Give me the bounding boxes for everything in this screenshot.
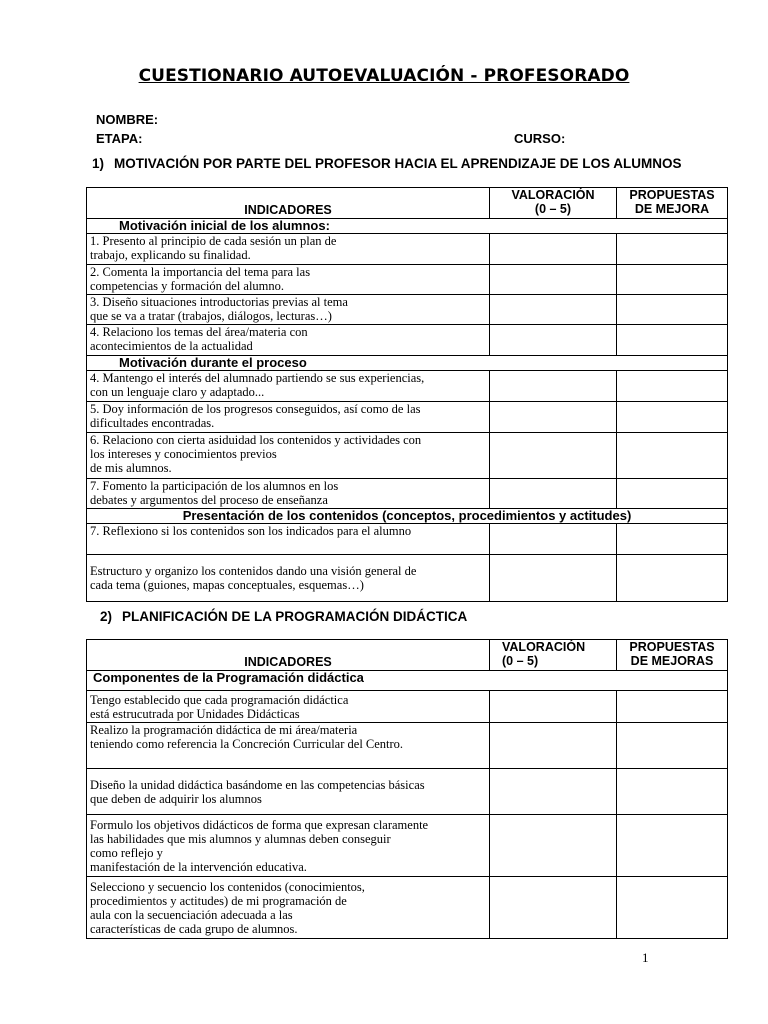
valoracion-cell[interactable] — [490, 691, 617, 723]
table-row — [87, 433, 728, 479]
group-row — [87, 509, 728, 524]
group-row — [87, 671, 728, 691]
section-2-heading — [100, 609, 467, 624]
valoracion-cell[interactable] — [490, 524, 617, 555]
propuestas-header: PROPUESTAS DE MEJORA — [617, 188, 728, 219]
propuestas-cell[interactable] — [617, 402, 728, 433]
indicator-cell: Estructuro y organizo los contenidos dando una visión general de cada tema (guiones, mapas conceptuales, esquemas…) — [87, 555, 490, 602]
propuestas-cell[interactable] — [617, 815, 728, 877]
propuestas-cell[interactable] — [617, 555, 728, 602]
indicadores-header: INDICADORES — [87, 188, 490, 219]
group-title: Motivación inicial de los alumnos: — [87, 219, 728, 234]
page-title: CUESTIONARIO AUTOEVALUACIÓN - PROFESORADO — [138, 66, 630, 86]
indicator-cell: 1. Presento al principio de cada sesión un plan de trabajo, explicando su finalidad. — [87, 234, 490, 265]
propuestas-cell[interactable] — [617, 769, 728, 815]
propuestas-cell[interactable] — [617, 479, 728, 509]
group-title: Presentación de los contenidos (conceptos, procedimientos y actitudes) — [87, 509, 728, 524]
table-row — [87, 265, 728, 295]
indicator-cell: Selecciono y secuencio los contenidos (conocimientos, procedimientos y actitudes) de mi programación de aula con la secuenciación adecuada a las características de cada grupo de alumnos. — [87, 877, 490, 939]
section-1-heading — [92, 156, 682, 171]
valoracion-cell[interactable] — [490, 295, 617, 325]
propuestas-cell[interactable] — [617, 234, 728, 265]
valoracion-cell[interactable] — [490, 479, 617, 509]
valoracion-cell[interactable] — [490, 723, 617, 769]
page-number: 1 — [642, 950, 649, 965]
propuestas-cell[interactable] — [617, 691, 728, 723]
group-row — [87, 356, 728, 371]
etapa-label: ETAPA: — [96, 131, 143, 146]
section-2-number: 2) — [100, 609, 113, 624]
section-2-title: PLANIFICACIÓN DE LA PROGRAMACIÓN DIDÁCTICA — [122, 609, 468, 624]
indicator-cell: 7. Reflexiono si los contenidos son los indicados para el alumno — [87, 524, 490, 555]
valoracion-cell[interactable] — [490, 325, 617, 356]
indicator-cell: 4. Relaciono los temas del área/materia con acontecimientos de la actualidad — [87, 325, 490, 356]
indicator-cell: 3. Diseño situaciones introductorias previas al tema que se va a tratar (trabajos, diálogos, lecturas…) — [87, 295, 490, 325]
indicator-cell: 4. Mantengo el interés del alumnado partiendo se sus experiencias, con un lenguaje claro y adaptado... — [87, 371, 490, 402]
table-header-row — [87, 640, 728, 671]
valoracion-cell[interactable] — [490, 371, 617, 402]
indicator-cell: 5. Doy información de los progresos conseguidos, así como de las dificultades encontradas. — [87, 402, 490, 433]
indicator-cell: Realizo la programación didáctica de mi área/materia teniendo como referencia la Concreción Curricular del Centro. — [87, 723, 490, 769]
propuestas-cell[interactable] — [617, 295, 728, 325]
table-row — [87, 555, 728, 602]
indicator-cell: Tengo establecido que cada programación didáctica está estrucutrada por Unidades Didácticas — [87, 691, 490, 723]
propuestas-cell[interactable] — [617, 524, 728, 555]
indicator-cell: 6. Relaciono con cierta asiduidad los contenidos y actividades con los intereses y conocimientos previos de mis alumnos. — [87, 433, 490, 479]
group-title: Motivación durante el proceso — [87, 356, 728, 371]
table-row — [87, 769, 728, 815]
valoracion-cell[interactable] — [490, 234, 617, 265]
table-row — [87, 524, 728, 555]
propuestas-cell[interactable] — [617, 371, 728, 402]
valoracion-cell[interactable] — [490, 877, 617, 939]
table-row — [87, 325, 728, 356]
indicator-cell: 2. Comenta la importancia del tema para las competencias y formación del alumno. — [87, 265, 490, 295]
table-row — [87, 877, 728, 939]
table-row — [87, 479, 728, 509]
valoracion-cell[interactable] — [490, 265, 617, 295]
nombre-label: NOMBRE: — [96, 112, 159, 127]
propuestas-header: PROPUESTAS DE MEJORAS — [617, 640, 728, 671]
group-title: Componentes de la Programación didáctica — [87, 671, 728, 691]
table-header-row — [87, 188, 728, 219]
valoracion-cell[interactable] — [490, 402, 617, 433]
table-row — [87, 691, 728, 723]
valoracion-cell[interactable] — [490, 769, 617, 815]
propuestas-cell[interactable] — [617, 325, 728, 356]
indicator-cell: Diseño la unidad didáctica basándome en las competencias básicas que deben de adquirir los alumnos — [87, 769, 490, 815]
table-row — [87, 295, 728, 325]
propuestas-cell[interactable] — [617, 877, 728, 939]
valoracion-cell[interactable] — [490, 815, 617, 877]
curso-label: CURSO: — [514, 131, 566, 146]
group-row — [87, 219, 728, 234]
indicadores-header: INDICADORES — [87, 640, 490, 671]
table-row — [87, 402, 728, 433]
indicator-cell: 7. Fomento la participación de los alumnos en los debates y argumentos del proceso de enseñanza — [87, 479, 490, 509]
valoracion-cell[interactable] — [490, 433, 617, 479]
table-row — [87, 815, 728, 877]
indicator-cell: Formulo los objetivos didácticos de forma que expresan claramente las habilidades que mis alumnos y alumnas deben conseguir como reflejo y manifestación de la intervención educativa. — [87, 815, 490, 877]
table-row — [87, 723, 728, 769]
propuestas-cell[interactable] — [617, 723, 728, 769]
section-1-table — [86, 187, 728, 602]
propuestas-cell[interactable] — [617, 265, 728, 295]
valoracion-header: VALORACIÓN (0 – 5) — [490, 188, 617, 219]
propuestas-cell[interactable] — [617, 433, 728, 479]
section-2-table — [86, 639, 728, 939]
valoracion-cell[interactable] — [490, 555, 617, 602]
table-row — [87, 234, 728, 265]
section-1-title: MOTIVACIÓN POR PARTE DEL PROFESOR HACIA EL APRENDIZAJE DE LOS ALUMNOS — [114, 156, 682, 171]
table-row — [87, 371, 728, 402]
valoracion-header: VALORACIÓN (0 – 5) — [490, 640, 617, 671]
section-1-number: 1) — [92, 156, 105, 171]
